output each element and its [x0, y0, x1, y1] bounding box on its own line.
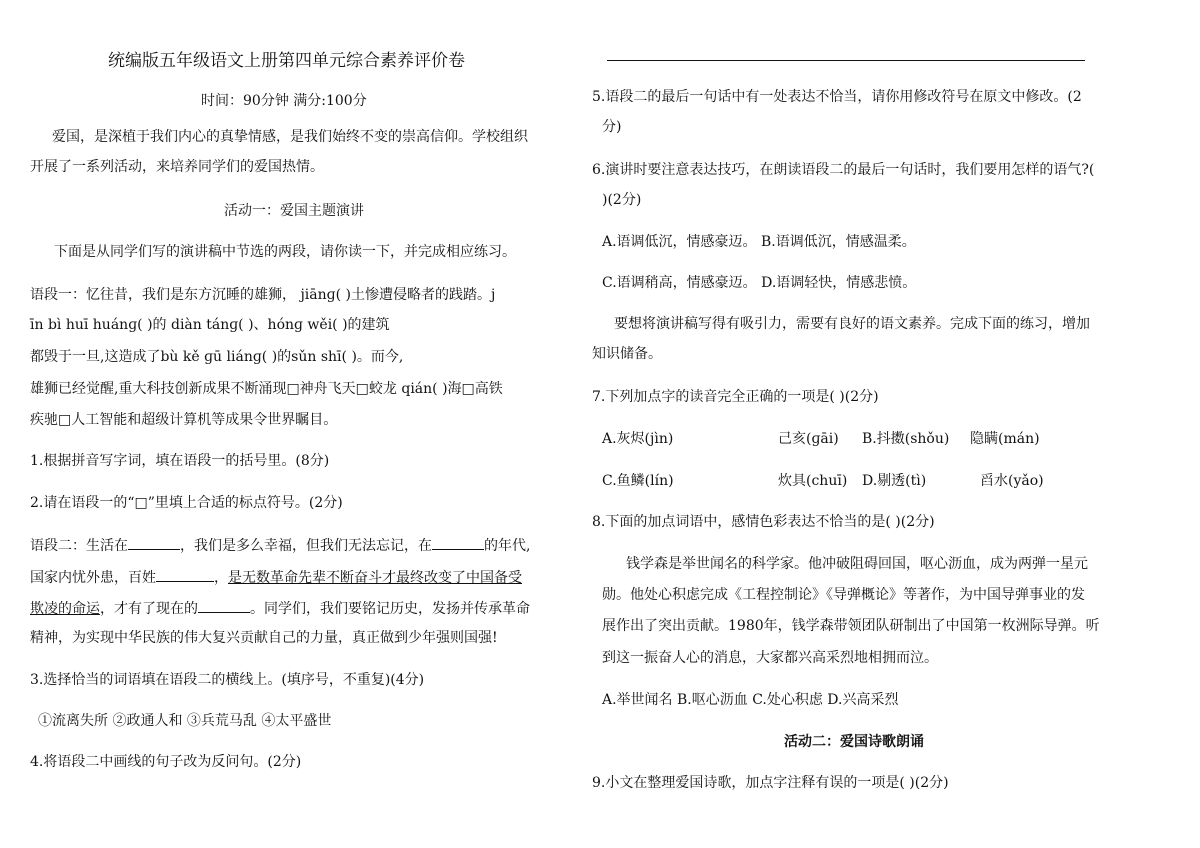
- question-3: 3.选择恰当的词语填在语段二的横线上。(填序号，不重复)(4分): [30, 672, 425, 688]
- underlined-sentence-part-1: 是无数革命先辈不断奋斗才最终改变了中国备受: [228, 570, 522, 586]
- question-2: 2.请在语段一的“□”里填上合适的标点符号。(2分): [30, 495, 343, 511]
- q8-passage-line-2: 勋。他处心积虑完成《工程控制论》《导弹概论》等著作，为中国导弹事业的发: [602, 587, 1085, 603]
- question-6-option-ab: A.语调低沉，情感豪迈。 B.语调低沉，情感温柔。: [602, 234, 916, 250]
- q8-options: A.举世闻名 B.呕心沥血 C.处心积虑 D.兴高采烈: [602, 692, 899, 708]
- answer-blank[interactable]: [128, 535, 180, 550]
- q8-passage-line-4: 到这一振奋人心的消息，大家都兴高采烈地相拥而泣。: [602, 650, 938, 666]
- exam-title: 统编版五年级语文上册第四单元综合素养评价卷: [108, 51, 465, 71]
- underlined-sentence-part-2: 欺凌的命运: [30, 601, 100, 617]
- question-6-option-cd: C.语调稍高，情感豪迈。 D.语调轻快，情感悲愤。: [602, 275, 917, 291]
- question-7: 7.下列加点字的读音完全正确的一项是( )(2分): [592, 389, 879, 405]
- q7-option-d1: D.剔透(tì): [862, 473, 927, 489]
- para2-line-4: 精神，为实现中华民族的伟大复兴贡献自己的力量，真正做到少年强则国强!: [30, 630, 498, 646]
- question-1: 1.根据拼音写字词，填在语段一的括号里。(8分): [30, 453, 330, 469]
- question-9: 9.小文在整理爱国诗歌，加点字注释有误的一项是( )(2分): [592, 775, 949, 791]
- para2-line-3: 欺凌的命运，才有了现在的 。同学们，我们要铭记历史，发扬并传承革命: [30, 598, 530, 618]
- para1-line-1: 语段一：忆往昔，我们是东方沉睡的雄狮， jiānɡ( )土惨遭侵略者的践踏。j: [30, 287, 496, 303]
- instruction-text: 下面是从同学们写的演讲稿中节选的两段，请你读一下，并完成相应练习。: [54, 244, 516, 260]
- q7-option-b1: B.抖擞(shǒu): [862, 431, 950, 447]
- para2-line-2: 国家内忧外患，百姓 ，是无数革命先辈不断奋斗才最终改变了中国备受: [30, 567, 522, 587]
- q7-option-b2: 隐瞒(mán): [970, 431, 1040, 447]
- q7-option-c1: C.鱼鳞(lín): [602, 473, 674, 489]
- activity2-heading: 活动二：爱国诗歌朗诵: [784, 734, 924, 750]
- para1-line-5: 疾驰□人工智能和超级计算机等成果令世界瞩目。: [30, 412, 338, 428]
- question-8: 8.下面的加点词语中，感情色彩表达不恰当的是( )(2分): [592, 514, 935, 530]
- q7-option-a1: A.灰烬(jìn): [602, 431, 674, 447]
- q8-passage-line-1: 钱学森是举世闻名的科学家。他冲破阻碍回国，呕心沥血，成为两弹一星元: [626, 556, 1088, 572]
- question-5-line-2: 分): [602, 119, 622, 135]
- question-6-line-1: 6.演讲时要注意表达技巧，在朗读语段二的最后一句话时，我们要用怎样的语气?(: [592, 162, 1095, 178]
- question-5-line-1: 5.语段二的最后一句话中有一处表达不恰当，请你用修改符号在原文中修改。(2: [592, 89, 1082, 105]
- tip-line-2: 知识储备。: [592, 346, 662, 362]
- exam-meta: 时间：90分钟 满分:100分: [201, 93, 367, 109]
- para1-line-4: 雄狮已经觉醒,重大科技创新成果不断涌现□神舟飞天□蛟龙 qián( )海□高铁: [30, 381, 503, 397]
- question-3-options: ①流离失所 ②政通人和 ③兵荒马乱 ④太平盛世: [38, 713, 332, 729]
- q8-passage-line-3: 展作出了突出贡献。1980年，钱学森带领团队研制出了中国第一枚洲际导弹。听: [602, 618, 1100, 634]
- question-4: 4.将语段二中画线的句子改为反问句。(2分): [30, 754, 302, 770]
- question-6-line-2: )(2分): [602, 192, 642, 208]
- intro-line-1: 爱国，是深植于我们内心的真挚情感，是我们始终不变的崇高信仰。学校组织: [52, 129, 528, 145]
- para2-line-1: 语段二：生活在 ，我们是多么幸福，但我们无法忘记，在 的年代,: [30, 535, 530, 555]
- answer-blank[interactable]: [432, 535, 484, 550]
- q7-option-c2: 炊具(chuī): [778, 473, 848, 489]
- q7-option-d2: 舀水(yǎo): [980, 473, 1044, 489]
- answer-blank[interactable]: [198, 598, 250, 613]
- header-rule: [607, 60, 1085, 61]
- intro-line-2: 开展了一系列活动，来培养同学们的爱国热情。: [30, 159, 324, 175]
- para1-line-3: 都毁于一旦,这造成了bù kě ɡū liánɡ( )的sǔn shī( )。而今,: [30, 349, 404, 365]
- answer-blank[interactable]: [156, 567, 214, 582]
- activity1-heading: 活动一：爱国主题演讲: [224, 203, 364, 219]
- para1-line-2: īn bì huī huánɡ( )的 diàn tánɡ( )、hónɡ wěi( )的建筑: [30, 317, 390, 333]
- q7-option-a2: 己亥(ɡāi): [778, 431, 839, 447]
- tip-line-1: 要想将演讲稿写得有吸引力，需要有良好的语文素养。完成下面的练习，增加: [614, 316, 1090, 332]
